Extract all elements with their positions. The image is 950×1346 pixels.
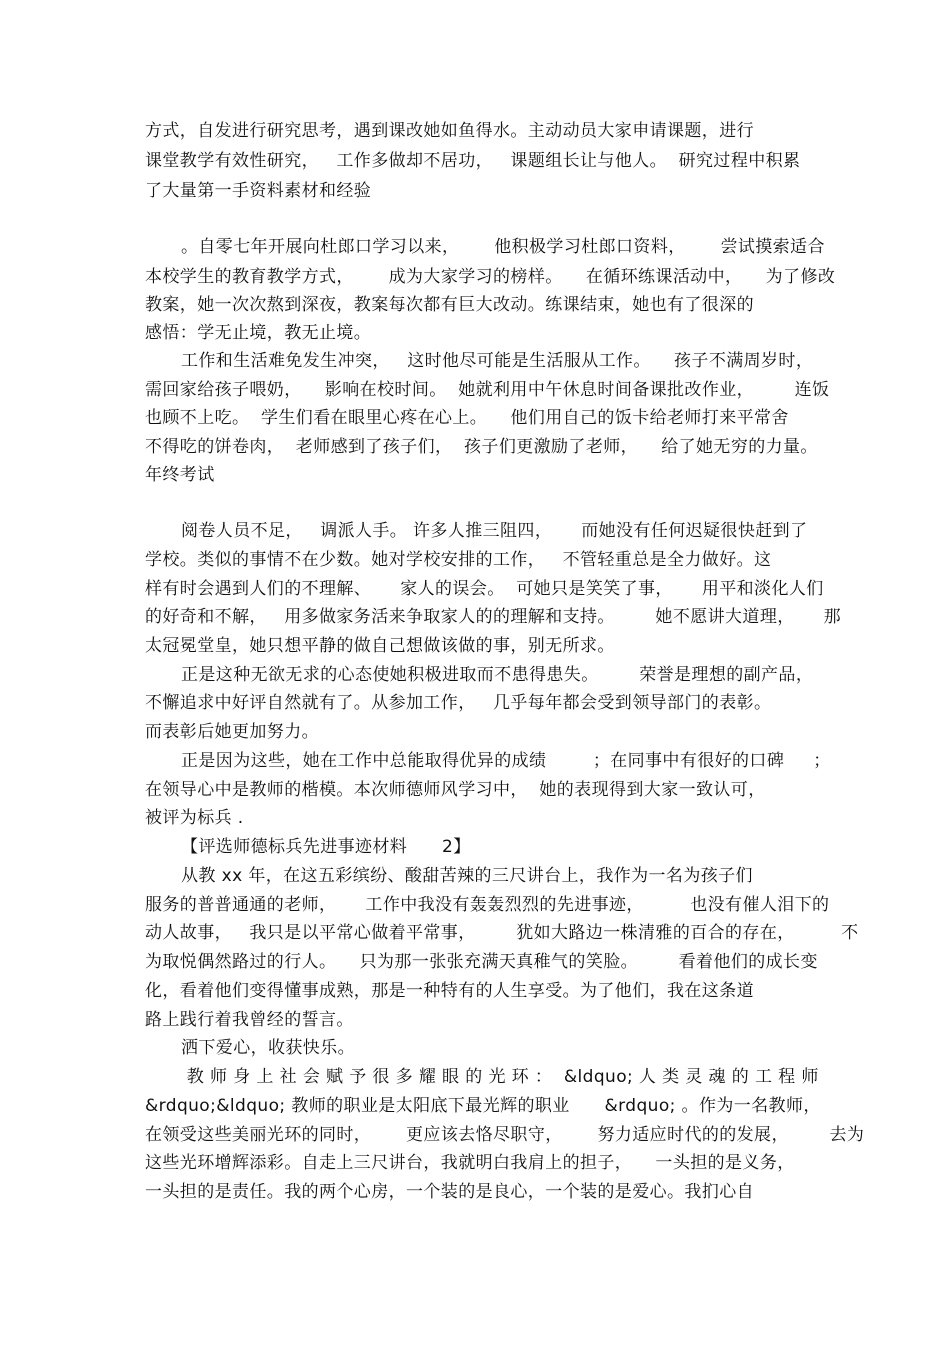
text-line: 服务的普普通通的老师， 工作中我没有轰轰烈烈的先进事迹， 也没有催人泪下的 — [145, 895, 830, 915]
text-line: 而表彰后她更加努力。 — [145, 722, 319, 742]
text-line: 了大量第一手资料素材和经验 — [145, 181, 372, 201]
text-line: 教 师 身 上 社 会 赋 予 很 多 耀 眼 的 光 环 ： &ldquo; 人 类 灵 魂 的 工 程 师 — [181, 1067, 819, 1087]
text-line: 需回家给孩子喂奶， 影响在校时间。 她就利用中午休息时间备课批改作业， 连饭 — [145, 380, 830, 400]
text-line: 在领受这些美丽光环的同时， 更应该去恪尽职守， 努力适应时代的的发展， 去为 — [145, 1125, 865, 1145]
text-line: 被评为标兵 . — [145, 808, 244, 828]
text-line: 工作和生活难免发生冲突， 这时他尽可能是生活服从工作。 孩子不满周岁时， — [181, 351, 814, 371]
text-line: 本校学生的教育教学方式， 成为大家学习的榜样。 在循环练课活动中， 为了修改 — [145, 267, 836, 287]
text-line: 学校。类似的事情不在少数。她对学校安排的工作， 不管轻重总是全力做好。这 — [145, 550, 772, 570]
text-line: 在领导心中是教师的楷模。本次师德师风学习中， 她的表现得到大家一致认可， — [145, 780, 766, 800]
text-line: 教案，她一次次熬到深夜，教案每次都有巨大改动。练课结束，她也有了很深的 — [145, 295, 754, 315]
text-line: 这些光环增辉添彩。自走上三尺讲台，我就明白我肩上的担子， 一头担的是义务， — [145, 1153, 795, 1173]
text-line: 一头担的是责任。我的两个心房，一个装的是良心，一个装的是爱心。我扪心自 — [145, 1182, 754, 1202]
text-line: 路上践行着我曾经的誓言。 — [145, 1010, 354, 1030]
text-line: 不懈追求中好评自然就有了。从参加工作， 几乎每年都会受到领导部门的表彰。 — [145, 693, 772, 713]
text-line: 太冠冕堂皇，她只想平静的做自己想做该做的事，别无所求。 — [145, 636, 615, 656]
text-line: 洒下爱心，收获快乐。 — [181, 1038, 355, 1058]
text-line: 年终考试 — [145, 465, 215, 485]
text-line: 课堂教学有效性研究， 工作多做却不居功， 课题组长让与他人。 研究过程中积累 — [145, 151, 801, 171]
text-line: 正是这种无欲无求的心态使她积极进取而不患得患失。 荣誉是理想的副产品， — [181, 665, 814, 685]
text-line: 正是因为这些，她在工作中总能取得优异的成绩 ；在同事中有很好的口碑 ； — [181, 751, 831, 771]
text-line: 从教 xx 年，在这五彩缤纷、酸甜苦辣的三尺讲台上，我作为一名为孩子们 — [181, 866, 753, 886]
section-heading: 【评选师德标兵先进事迹材料 2】 — [181, 837, 471, 857]
text-line: 方式，自发进行研究思考，遇到课改她如鱼得水。主动动员大家申请课题，进行 — [145, 121, 754, 141]
text-line: 不得吃的饼卷肉， 老师感到了孩子们， 孩子们更激励了老师， 给了她无穷的力量。 — [145, 437, 818, 457]
text-line: &rdquo;&ldquo; 教师的职业是太阳底下最光辉的职业 &rdquo; 。作为一名教师， — [145, 1096, 821, 1116]
text-line: 也顾不上吃。 学生们看在眼里心疼在心上。 他们用自己的饭卡给老师打来平常舍 — [145, 408, 789, 428]
text-line: 为取悦偶然路过的行人。 只为那一张张充满天真稚气的笑脸。 看着他们的成长变 — [145, 952, 818, 972]
text-line: 阅卷人员不足， 调派人手。 许多人推三阻四， 而她没有任何迟疑很快赶到了 — [181, 521, 808, 541]
text-line: 的好奇和不解， 用多做家务活来争取家人的的理解和支持。 她不愿讲大道理， 那 — [145, 607, 842, 627]
text-line: 化，看着他们变得懂事成熟，那是一种特有的人生享受。为了他们，我在这条道 — [145, 981, 754, 1001]
text-line: 感悟：学无止境，教无止境。 — [145, 323, 372, 343]
text-line: 。自零七年开展向杜郎口学习以来， 他积极学习杜郎口资料， 尝试摸索适合 — [181, 237, 825, 257]
text-line: 动人故事， 我只是以平常心做着平常事， 犹如大路边一株清雅的百合的存在， 不 — [145, 923, 859, 943]
text-line: 样有时会遇到人们的不理解、 家人的误会。 可她只是笑笑了事， 用平和淡化人们 — [145, 579, 824, 599]
